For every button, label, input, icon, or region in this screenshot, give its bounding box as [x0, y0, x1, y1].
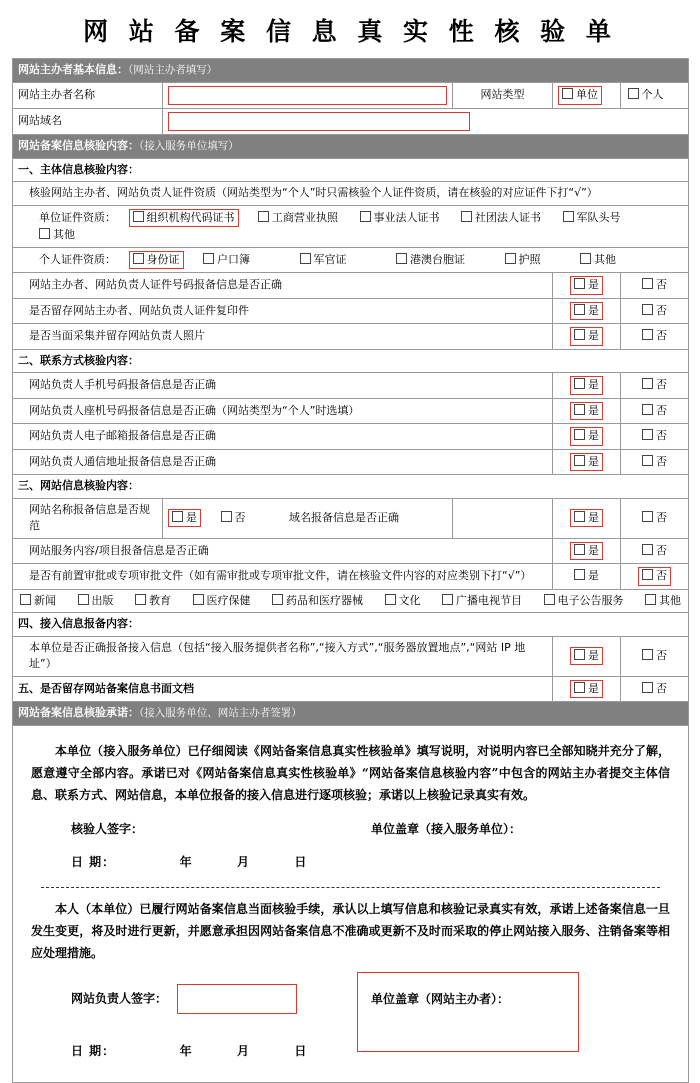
- checkbox-icon[interactable]: [135, 594, 146, 605]
- unit-cert-option-2[interactable]: [360, 210, 440, 227]
- part3-name-yes[interactable]: [168, 509, 201, 528]
- part5-row: [13, 676, 689, 702]
- verifier-signature-field[interactable]: [31, 818, 371, 840]
- part3-name-yes-label: 是: [186, 510, 197, 524]
- part1-intro-row: [13, 182, 689, 206]
- part2-row-3: [13, 449, 689, 475]
- checkbox-icon[interactable]: [642, 404, 653, 415]
- unit-cert-option-3[interactable]: [461, 210, 541, 227]
- checkbox-icon[interactable]: [300, 253, 311, 264]
- page-title: 网 站 备 案 信 息 真 实 性 核 验 单: [83, 17, 617, 46]
- checkbox-icon[interactable]: [574, 304, 585, 315]
- part3-domain-no[interactable]: [621, 498, 689, 538]
- part3-row-categories: [13, 589, 689, 613]
- checkbox-icon[interactable]: [642, 378, 653, 389]
- checkbox-icon[interactable]: [642, 329, 653, 340]
- part4-title-row: [13, 613, 689, 637]
- site-type-option-unit[interactable]: [553, 82, 621, 108]
- checkbox-icon[interactable]: [574, 544, 585, 555]
- owner-signature-label: 网站负责人签字：: [71, 991, 168, 1006]
- category-option-8-label: 其他: [659, 593, 681, 607]
- checkbox-icon[interactable]: [193, 594, 204, 605]
- checkbox-icon[interactable]: [642, 682, 653, 693]
- category-option-7[interactable]: [544, 593, 624, 610]
- part1-row-1-label: 是否留存网站主办者、网站负责人证件复印件: [13, 298, 553, 324]
- site-type-option-person[interactable]: [621, 82, 689, 108]
- checkbox-icon[interactable]: [133, 253, 144, 264]
- person-cert-option-0-label: 身份证: [146, 252, 180, 266]
- part2-row-3-yes[interactable]: [553, 449, 621, 475]
- part4-row-yes-label: 是: [588, 648, 599, 662]
- part5-yes-label: 是: [588, 681, 599, 695]
- part2-row-3-yes-label: 是: [588, 454, 599, 468]
- divider: [41, 887, 660, 888]
- person-cert-option-3[interactable]: [396, 252, 465, 269]
- person-cert-option-3-label: 港澳台胞证: [410, 252, 465, 266]
- person-cert-label: 个人证件资质：: [39, 252, 116, 266]
- category-option-5-label: 文化: [398, 593, 421, 607]
- checkbox-icon[interactable]: [385, 594, 396, 605]
- part3-name-label: 网站名称报备信息是否规范: [13, 498, 163, 538]
- part2-row-2-yes[interactable]: [553, 424, 621, 450]
- domain-input[interactable]: [168, 112, 470, 131]
- date-label-1: 日 期：: [71, 854, 116, 869]
- part1-row-2-label: 是否当面采集并留存网站负责人照片: [13, 324, 553, 350]
- part1-row-0-no[interactable]: [621, 273, 689, 299]
- section-basic-subtitle: （网站主办者填写）: [128, 64, 218, 76]
- checkbox-icon[interactable]: [461, 211, 472, 222]
- sponsor-name-field-cell: [163, 82, 453, 108]
- checkbox-icon[interactable]: [574, 455, 585, 466]
- part2-row-0-yes[interactable]: [553, 373, 621, 399]
- unit-cert-option-1[interactable]: [258, 210, 338, 227]
- category-option-6[interactable]: [442, 593, 522, 610]
- person-cert-option-2[interactable]: [300, 252, 347, 269]
- unit-cert-option-0[interactable]: [129, 209, 239, 228]
- part2-title-row: [13, 349, 689, 373]
- part3-row-name: [13, 498, 689, 538]
- part1-row-2-yes-label: 是: [588, 329, 599, 342]
- part4-row-label: 本单位是否正确报备接入信息（包括“接入服务提供者名称”,“接入方式”,“服务器放置地点”,“网站 IP 地址”）: [13, 636, 553, 676]
- unit-cert-label: 单位证件资质：: [39, 210, 116, 224]
- category-option-1[interactable]: [78, 593, 114, 610]
- company-stamp-field-2[interactable]: [371, 988, 670, 1010]
- part2-title: 二、联系方式核验内容：: [13, 349, 689, 373]
- person-cert-option-1-label: 户口簿: [217, 252, 250, 266]
- part2-row-2-yes-label: 是: [588, 429, 599, 442]
- part1-row-1: [13, 298, 689, 324]
- part1-row-0: [13, 273, 689, 299]
- part3-category-cell: [13, 589, 689, 613]
- part3-title: 三、网站信息核验内容：: [13, 475, 689, 499]
- part1-intro: 核验网站主办者、网站负责人证件资质（网站类型为“个人”时只需核验个人证件资质，请在核验的对应证件下打“√”）: [13, 182, 689, 206]
- category-option-1-label: 出版: [91, 593, 114, 607]
- part2-row-2-label: 网站负责人电子邮箱报备信息是否正确: [13, 424, 553, 450]
- checkbox-icon[interactable]: [645, 594, 656, 605]
- checkbox-icon[interactable]: [574, 511, 585, 522]
- category-option-0[interactable]: [20, 593, 56, 610]
- part1-row-2-no-label: 否: [656, 329, 667, 342]
- unit-cert-option-4-label: 军队头号: [576, 210, 621, 224]
- part3-service-no[interactable]: [621, 538, 689, 564]
- site-type-label: 网站类型: [453, 82, 553, 108]
- signature-row-1: [31, 812, 670, 844]
- part3-row-approval: [13, 564, 689, 590]
- part2-row-2-no-label: 否: [656, 429, 667, 442]
- category-option-4[interactable]: [272, 593, 363, 610]
- date-row-1[interactable]: [31, 845, 670, 883]
- owner-signature-input[interactable]: [177, 984, 297, 1014]
- part4-row-yes[interactable]: [553, 636, 621, 676]
- part4-title: 四、接入信息报备内容：: [13, 613, 689, 637]
- part3-approval-no-label: 否: [656, 569, 667, 582]
- row-person-cert: [13, 247, 689, 273]
- part3-approval-yes[interactable]: [553, 564, 621, 590]
- checkbox-icon[interactable]: [574, 429, 585, 440]
- checkbox-icon[interactable]: [442, 594, 453, 605]
- part3-domain-yes[interactable]: [553, 498, 621, 538]
- category-option-6-label: 广播电视节目: [456, 593, 522, 607]
- date-day-1: 日: [294, 854, 308, 869]
- date-day-2: 日: [294, 1044, 308, 1059]
- date-month-1: 月: [236, 854, 250, 869]
- person-cert-option-2-label: 军官证: [313, 252, 347, 266]
- part4-row: [13, 636, 689, 676]
- commitment-block: [13, 726, 688, 1083]
- part3-domain-label: 域名报备信息是否正确: [289, 510, 399, 524]
- person-cert-cell: [13, 247, 689, 273]
- checkbox-icon[interactable]: [642, 455, 653, 466]
- checkbox-icon[interactable]: [574, 682, 585, 693]
- part3-name-no-label: 否: [234, 510, 246, 524]
- signature-row-2: [31, 978, 670, 1018]
- category-option-0-label: 新闻: [34, 593, 56, 607]
- category-option-8[interactable]: [645, 593, 681, 610]
- part3-approval-label: 是否有前置审批或专项审批文件（如有需审批或专项审批文件，请在核验文件内容的对应类别下打“√”）: [13, 564, 553, 590]
- date-label-2: 日 期：: [71, 1044, 116, 1059]
- part3-service-yes-label: 是: [588, 543, 599, 557]
- section-header-commit: [13, 702, 689, 726]
- unit-cert-option-2-label: 事业法人证书: [373, 210, 440, 224]
- part5-title: 五、是否留存网站备案信息书面文档: [13, 676, 553, 702]
- part3-domain-no-label: 否: [656, 510, 667, 524]
- part1-row-1-yes[interactable]: [553, 298, 621, 324]
- person-cert-option-5[interactable]: [580, 252, 616, 269]
- section-header-verify: [13, 134, 689, 158]
- checkbox-icon[interactable]: [221, 511, 232, 522]
- part1-title-row: [13, 158, 689, 182]
- part2-row-1-label: 网站负责人座机号码报备信息是否正确（网站类型为“个人”时选填）: [13, 398, 553, 424]
- section-commit-title: 网站备案信息核验承诺：: [18, 706, 139, 719]
- person-cert-option-0[interactable]: [129, 251, 184, 270]
- section-commit-subtitle: （接入服务单位、网站主办者签署）: [139, 707, 302, 719]
- category-option-2-label: 教育: [149, 593, 171, 607]
- checkbox-icon[interactable]: [505, 253, 516, 264]
- date-year-1: 年: [179, 854, 193, 869]
- part4-row-no[interactable]: [621, 636, 689, 676]
- date-year-2: 年: [179, 1044, 193, 1059]
- part2-row-1: [13, 398, 689, 424]
- part3-service-yes[interactable]: [553, 538, 621, 564]
- part2-row-1-yes[interactable]: [553, 398, 621, 424]
- checkbox-icon[interactable]: [642, 649, 653, 660]
- person-cert-option-1[interactable]: [203, 252, 250, 269]
- section-verify-subtitle: （接入服务单位填写）: [139, 139, 239, 152]
- category-option-5[interactable]: [385, 593, 421, 610]
- part1-row-1-no[interactable]: [621, 298, 689, 324]
- person-cert-option-4-label: 护照: [518, 252, 541, 266]
- part4-row-no-label: 否: [656, 648, 667, 662]
- section-header-basic: [13, 59, 689, 83]
- checkbox-icon[interactable]: [562, 88, 573, 99]
- unit-cert-option-5[interactable]: [39, 227, 75, 244]
- checkbox-icon[interactable]: [272, 594, 283, 605]
- row-sponsor-name: [13, 82, 689, 108]
- part5-yes[interactable]: [553, 676, 621, 702]
- checkbox-icon[interactable]: [396, 253, 407, 264]
- unit-cert-cell: [13, 205, 689, 247]
- checkbox-icon[interactable]: [642, 429, 653, 440]
- section-verify-title: 网站备案信息核验内容：: [18, 138, 139, 152]
- part5-no-label: 否: [656, 681, 667, 695]
- unit-cert-option-1-label: 工商营业执照: [272, 210, 338, 224]
- unit-cert-option-3-label: 社团法人证书: [475, 210, 541, 224]
- checkbox-icon[interactable]: [642, 569, 653, 580]
- part3-spacer: [453, 498, 553, 538]
- checkbox-icon[interactable]: [642, 278, 653, 289]
- part1-row-0-yes[interactable]: [553, 273, 621, 299]
- category-option-2[interactable]: [135, 593, 171, 610]
- part1-row-2-no[interactable]: [621, 324, 689, 350]
- company-stamp-field-1[interactable]: [371, 818, 670, 840]
- checkbox-icon[interactable]: [574, 278, 585, 289]
- part3-service-no-label: 否: [656, 543, 667, 557]
- checkbox-icon[interactable]: [172, 511, 183, 522]
- section-basic-title: 网站主办者基本信息：: [18, 63, 128, 76]
- part2-row-1-yes-label: 是: [588, 403, 599, 417]
- checkbox-icon[interactable]: [628, 88, 639, 99]
- date-month-2: 月: [236, 1044, 250, 1059]
- checkbox-icon[interactable]: [39, 228, 50, 239]
- part2-row-0: [13, 373, 689, 399]
- verification-form: [12, 58, 689, 1083]
- checkbox-icon[interactable]: [574, 329, 585, 340]
- part3-row-service: [13, 538, 689, 564]
- category-option-3[interactable]: [193, 593, 251, 610]
- part3-name-no[interactable]: [221, 510, 246, 527]
- checkbox-icon[interactable]: [258, 211, 269, 222]
- site-type-option-person-label: 个人: [641, 88, 664, 101]
- part3-title-row: [13, 475, 689, 499]
- commitment-paragraph-1: 本单位（接入服务单位）已仔细阅读《网站备案信息真实性核验单》填写说明，对说明内容已全部知晓并充分了解，愿意遵守全部内容。承诺已对《网站备案信息真实性核验单》“网站备案信息核验内容”中包含的网站主办者提交主体信息、联系方式、网站信息，本单位报备的接入信息进行逐项核验；承诺以上核验记录真实有效。: [31, 743, 671, 803]
- unit-cert-option-0-label: 组织机构代码证书: [146, 210, 235, 224]
- category-option-4-label: 药品和医疗器械: [286, 593, 363, 607]
- part2-row-0-no[interactable]: [621, 373, 689, 399]
- part3-approval-yes-label: 是: [588, 569, 599, 582]
- owner-stamp-box[interactable]: [357, 972, 579, 1052]
- checkbox-icon[interactable]: [563, 211, 574, 222]
- part1-row-0-yes-label: 是: [588, 278, 599, 291]
- owner-signature-field[interactable]: [31, 984, 371, 1014]
- unit-cert-option-5-label: 其他: [53, 228, 75, 241]
- category-option-7-label: 电子公告服务: [557, 593, 624, 607]
- commitment-paragraph-2: 本人（本单位）已履行网站备案信息当面核验手续，承认以上填写信息和核验记录真实有效，承诺上述备案信息一旦发生变更，将及时进行更新，并愿意承担因网站备案信息不准确或更新不及时而采取的停止网站接入服务、注销备案等相应处理措施。: [31, 901, 671, 961]
- checkbox-icon[interactable]: [574, 404, 585, 415]
- part1-row-0-label: 网站主办者、网站负责人证件号码报备信息是否正确: [13, 273, 553, 299]
- part2-row-0-label: 网站负责人手机号码报备信息是否正确: [13, 373, 553, 399]
- part1-row-2: [13, 324, 689, 350]
- part3-domain-yes-label: 是: [588, 510, 599, 524]
- part2-row-1-no[interactable]: [621, 398, 689, 424]
- part3-service-label: 网站服务内容/项目报备信息是否正确: [13, 538, 553, 564]
- checkbox-icon[interactable]: [642, 304, 653, 315]
- part2-row-2: [13, 424, 689, 450]
- row-domain: [13, 108, 689, 134]
- part2-row-3-no-label: 否: [656, 454, 667, 468]
- checkbox-icon[interactable]: [544, 594, 555, 605]
- commitment-body-row: [13, 725, 689, 1083]
- checkbox-icon[interactable]: [574, 378, 585, 389]
- part3-approval-no[interactable]: [621, 564, 689, 590]
- checkbox-icon[interactable]: [574, 649, 585, 660]
- site-type-option-unit-label: 单位: [576, 88, 598, 101]
- part2-row-1-no-label: 否: [656, 403, 667, 417]
- part3-name-choices: [163, 498, 453, 538]
- company-stamp-label-2: 单位盖章（网站主办者）：: [371, 992, 510, 1007]
- unit-cert-option-4[interactable]: [563, 210, 621, 227]
- domain-label: 网站域名: [13, 108, 163, 134]
- checkbox-icon[interactable]: [580, 253, 591, 264]
- checkbox-icon[interactable]: [574, 569, 585, 580]
- checkbox-icon[interactable]: [203, 253, 214, 264]
- sponsor-name-label: 网站主办者名称: [13, 82, 163, 108]
- part2-row-3-label: 网站负责人通信地址报备信息是否正确: [13, 449, 553, 475]
- sponsor-name-input[interactable]: [168, 86, 447, 105]
- person-cert-option-4[interactable]: [505, 252, 541, 269]
- part5-no[interactable]: [621, 676, 689, 702]
- domain-field-cell: [163, 108, 689, 134]
- part1-row-1-no-label: 否: [656, 303, 667, 317]
- row-unit-cert: [13, 205, 689, 247]
- category-option-3-label: 医疗保健: [206, 593, 251, 607]
- part1-row-1-yes-label: 是: [588, 303, 599, 317]
- person-cert-option-5-label: 其他: [594, 252, 616, 266]
- part1-row-2-yes[interactable]: [553, 324, 621, 350]
- checkbox-icon[interactable]: [20, 594, 31, 605]
- checkbox-icon[interactable]: [642, 544, 653, 555]
- checkbox-icon[interactable]: [642, 511, 653, 522]
- checkbox-icon[interactable]: [78, 594, 89, 605]
- part2-row-2-no[interactable]: [621, 424, 689, 450]
- part2-row-0-yes-label: 是: [588, 378, 599, 391]
- part2-row-0-no-label: 否: [656, 378, 667, 391]
- company-stamp-label-1: 单位盖章（接入服务单位）：: [371, 822, 522, 837]
- part2-row-3-no[interactable]: [621, 449, 689, 475]
- part1-title: 一、主体信息核验内容：: [13, 158, 689, 182]
- part1-row-0-no-label: 否: [656, 278, 667, 291]
- verifier-signature-label: 核验人签字：: [71, 822, 144, 837]
- checkbox-icon[interactable]: [360, 211, 371, 222]
- checkbox-icon[interactable]: [133, 211, 144, 222]
